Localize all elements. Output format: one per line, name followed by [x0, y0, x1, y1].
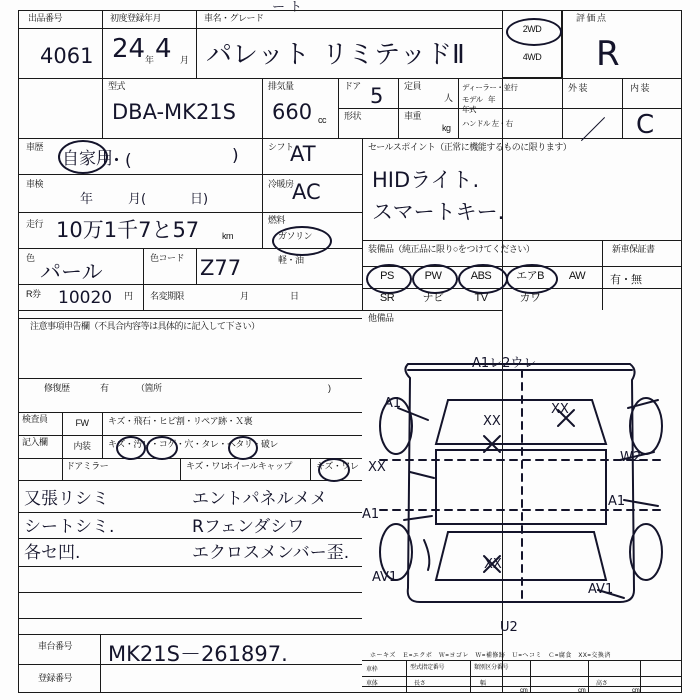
unit-cm-2: cm: [578, 688, 586, 694]
diagram-mark-xx-right: XX: [551, 402, 569, 417]
equipment-tv: TV: [474, 292, 488, 305]
diagram-mark-av1-right: AV1: [588, 582, 614, 597]
displacement-unit: cc: [318, 115, 326, 125]
registration-year: 24: [112, 34, 146, 64]
name-change-label: 名変期限: [150, 291, 185, 301]
drive-2wd-selected-circle: [506, 18, 562, 46]
capacity-unit: 人: [444, 93, 453, 103]
warranty-title: 新車保証書: [612, 244, 655, 254]
handwritten-note-6: エクロスメンバー歪.: [192, 543, 350, 563]
equipment-navi: ナビ: [422, 292, 444, 305]
ac-value: AC: [292, 180, 321, 204]
dealer-label: ディーラー・並行: [462, 83, 518, 92]
rken-label: R券: [26, 289, 41, 299]
diagram-mark-w2-right: W2: [620, 450, 642, 465]
fw-items: キズ・飛石・ヒビ割・リペア跡・Ｘ裏: [108, 416, 253, 426]
shaken-year: 年: [80, 192, 94, 207]
vehicle-damage-diagram: [362, 340, 682, 630]
diagram-mark-xx-roof: XX: [483, 414, 501, 429]
registration-date-label: 初度登録年月: [110, 13, 162, 23]
interior-value: C: [636, 110, 655, 140]
handle-label: ハンドル 左・右: [462, 119, 513, 128]
rken-value: 10020: [58, 288, 113, 308]
capacity-label: 定員: [404, 81, 422, 91]
model-year-label: モデル: [462, 95, 483, 104]
interior-kizu-circle: [116, 436, 146, 460]
diagram-mark-xx-rear: XX: [484, 557, 502, 572]
equipment-airbag: エアB: [516, 270, 544, 283]
category-classification-label: 類別区分番号: [474, 665, 509, 671]
wheel-cap-items: キズ・ワレ: [316, 461, 359, 471]
shaken-day: 日): [190, 192, 209, 207]
doors-label: ドア: [344, 81, 361, 91]
history-value-circle: [58, 140, 108, 174]
inspector-label-1: 検査員: [22, 414, 48, 424]
small-table-cell-1: 長さ: [414, 681, 426, 687]
small-table-cell-2: 幅: [480, 681, 486, 687]
repair-history-close: ): [328, 383, 331, 393]
color-code-value: Z77: [200, 256, 242, 280]
rken-unit: 円: [124, 291, 133, 301]
chassis-number-value: MK21S－261897.: [108, 642, 288, 666]
fuel-option-diesel: 軽・油: [278, 255, 304, 265]
history-dot: ・(: [108, 151, 132, 171]
displacement-value: 660: [272, 100, 313, 124]
exterior-value: ／: [580, 116, 607, 146]
lot-number-label: 出品番号: [28, 13, 63, 23]
sales-point-line-1: HIDライト.: [372, 168, 480, 192]
repair-history-place: （箇所: [136, 383, 162, 393]
registration-year-unit: 年: [145, 55, 154, 65]
model-label: 型式: [108, 81, 126, 91]
equipment-sr: SR: [379, 292, 395, 305]
wheelcap-kizu-circle: [318, 458, 350, 482]
color-value: パール: [40, 260, 103, 284]
exterior-label: 外 装: [568, 83, 588, 93]
car-grade-value: リミテッドⅡ: [322, 40, 465, 70]
name-change-day: 日: [290, 291, 299, 301]
diagram-mark-a1-left: A1: [362, 507, 380, 522]
interior-inspect-items: キズ・汚レ・コゲ・穴・タレ・ヘタリ・破レ: [108, 439, 278, 449]
diagram-top-label: A1レ2ウレ: [472, 356, 537, 371]
interior-inspect-label: 内装: [73, 441, 91, 452]
diagram-mark-av1-left: AV1: [372, 570, 398, 585]
mileage-label: 走行: [26, 219, 44, 229]
drive-4wd-label: 4WD: [522, 52, 542, 63]
name-grade-label: 車名・グレード: [204, 13, 264, 23]
shaken-month: 月(: [128, 192, 147, 207]
frame-label: 車枠: [366, 667, 378, 673]
fuel-option-gasoline: ガソリン: [278, 231, 313, 241]
registration-month-unit: 月: [180, 55, 189, 65]
shaken-label: 車検: [26, 179, 44, 189]
weight-label: 車重: [404, 111, 422, 121]
handwritten-note-1: 又張リシミ: [24, 489, 109, 509]
mileage-value: 10万1千7と57: [56, 218, 200, 242]
handwritten-note-3: 各セ凹.: [24, 543, 81, 563]
handwritten-note-2: シートシミ.: [24, 517, 115, 537]
equipment-kawa: カワ: [519, 292, 541, 305]
lot-number-value: 4061: [40, 44, 94, 68]
sales-point-line-2: スマートキー.: [372, 200, 505, 224]
rating-value: R: [596, 34, 620, 74]
warranty-yes-no: 有・無: [610, 274, 642, 286]
model-year-unit: 年: [488, 95, 495, 104]
unit-cm-1: cm: [520, 688, 528, 694]
unit-cm-3: cm: [632, 688, 640, 694]
ac-label: 冷暖房: [268, 179, 294, 189]
shift-value: AT: [290, 142, 316, 166]
shift-label: シフト: [268, 142, 294, 152]
mileage-unit: km: [222, 231, 233, 241]
body-shape-label: 形状: [344, 111, 362, 121]
other-equipment-label: 他備品: [368, 313, 394, 323]
repair-history-label: 修復歴: [44, 383, 70, 393]
top-partial-text: ー ト: [272, 0, 303, 15]
type-designation-label: 型式指定番号: [410, 665, 445, 671]
model-value: DBA-MK21S: [112, 100, 237, 124]
history-label: 車歴: [26, 142, 44, 152]
fuel-label: 燃料: [268, 215, 286, 225]
registration-month: 4: [155, 34, 172, 64]
fuel-gasoline-circle: [272, 226, 332, 256]
chassis-number-label: 車台番号: [38, 641, 73, 651]
notes-title: 注意事項申告欄（不具合内容等は具体的に記入して下さい）: [30, 321, 260, 331]
interior-label: 内 装: [630, 83, 650, 93]
interior-hole-circle: [228, 436, 258, 460]
handwritten-note-4: エントパネルメメ: [192, 489, 328, 509]
color-label: 色: [26, 253, 35, 263]
fw-label: FW: [75, 418, 89, 429]
small-table-cell-3: 高さ: [596, 681, 608, 687]
diagram-bottom-label: U2: [500, 620, 518, 635]
diagram-mark-a1-front-left: A1: [384, 396, 402, 411]
weight-unit: kg: [442, 123, 451, 133]
car-name-value: パレット: [206, 40, 310, 70]
damage-code-legend: ホーキズ Ｅ=エクボ Ｗ=ヨゴレ Ｗ=補修跡 Ｕ=へコミ Ｃ=腐食 XX=交換済: [370, 653, 611, 659]
model-year-label2: 年式: [462, 105, 476, 114]
rating-label: 評 価 点: [576, 13, 606, 23]
interior-yogore-circle: [146, 436, 178, 460]
repair-history-yes: 有: [100, 383, 109, 393]
door-mirror-items: キズ・ワレ: [186, 461, 229, 471]
sales-point-title: セールスポイント（正常に機能するものに限ります）: [368, 142, 572, 152]
wheel-cap-label: ホイールキャップ: [224, 461, 292, 471]
history-value: 自家用: [62, 149, 113, 169]
drive-2wd-label: 2WD: [522, 24, 542, 35]
equipment-aw: AW: [568, 270, 586, 283]
displacement-label: 排気量: [268, 81, 294, 91]
handwritten-note-5: Rフェンダシワ: [192, 517, 305, 537]
diagram-mark-xx-left: XX: [368, 460, 386, 475]
equipment-abs: ABS: [470, 270, 492, 283]
color-code-label: 色コード: [150, 253, 185, 263]
doors-value: 5: [370, 84, 384, 108]
equipment-ps: PS: [380, 270, 394, 283]
diagram-mark-a1-right: A1: [608, 494, 626, 509]
name-change-month: 月: [240, 291, 249, 301]
inspector-label-2: 記入欄: [22, 437, 48, 447]
door-mirror-label: ドアミラー: [66, 461, 109, 471]
body-label: 車体: [366, 681, 378, 687]
equipment-pw: PW: [424, 270, 442, 283]
equipment-title: 装備品（純正品に限り○をつけてください）: [368, 244, 535, 254]
history-close: ): [232, 146, 239, 166]
registration-number-label: 登録番号: [38, 673, 73, 683]
